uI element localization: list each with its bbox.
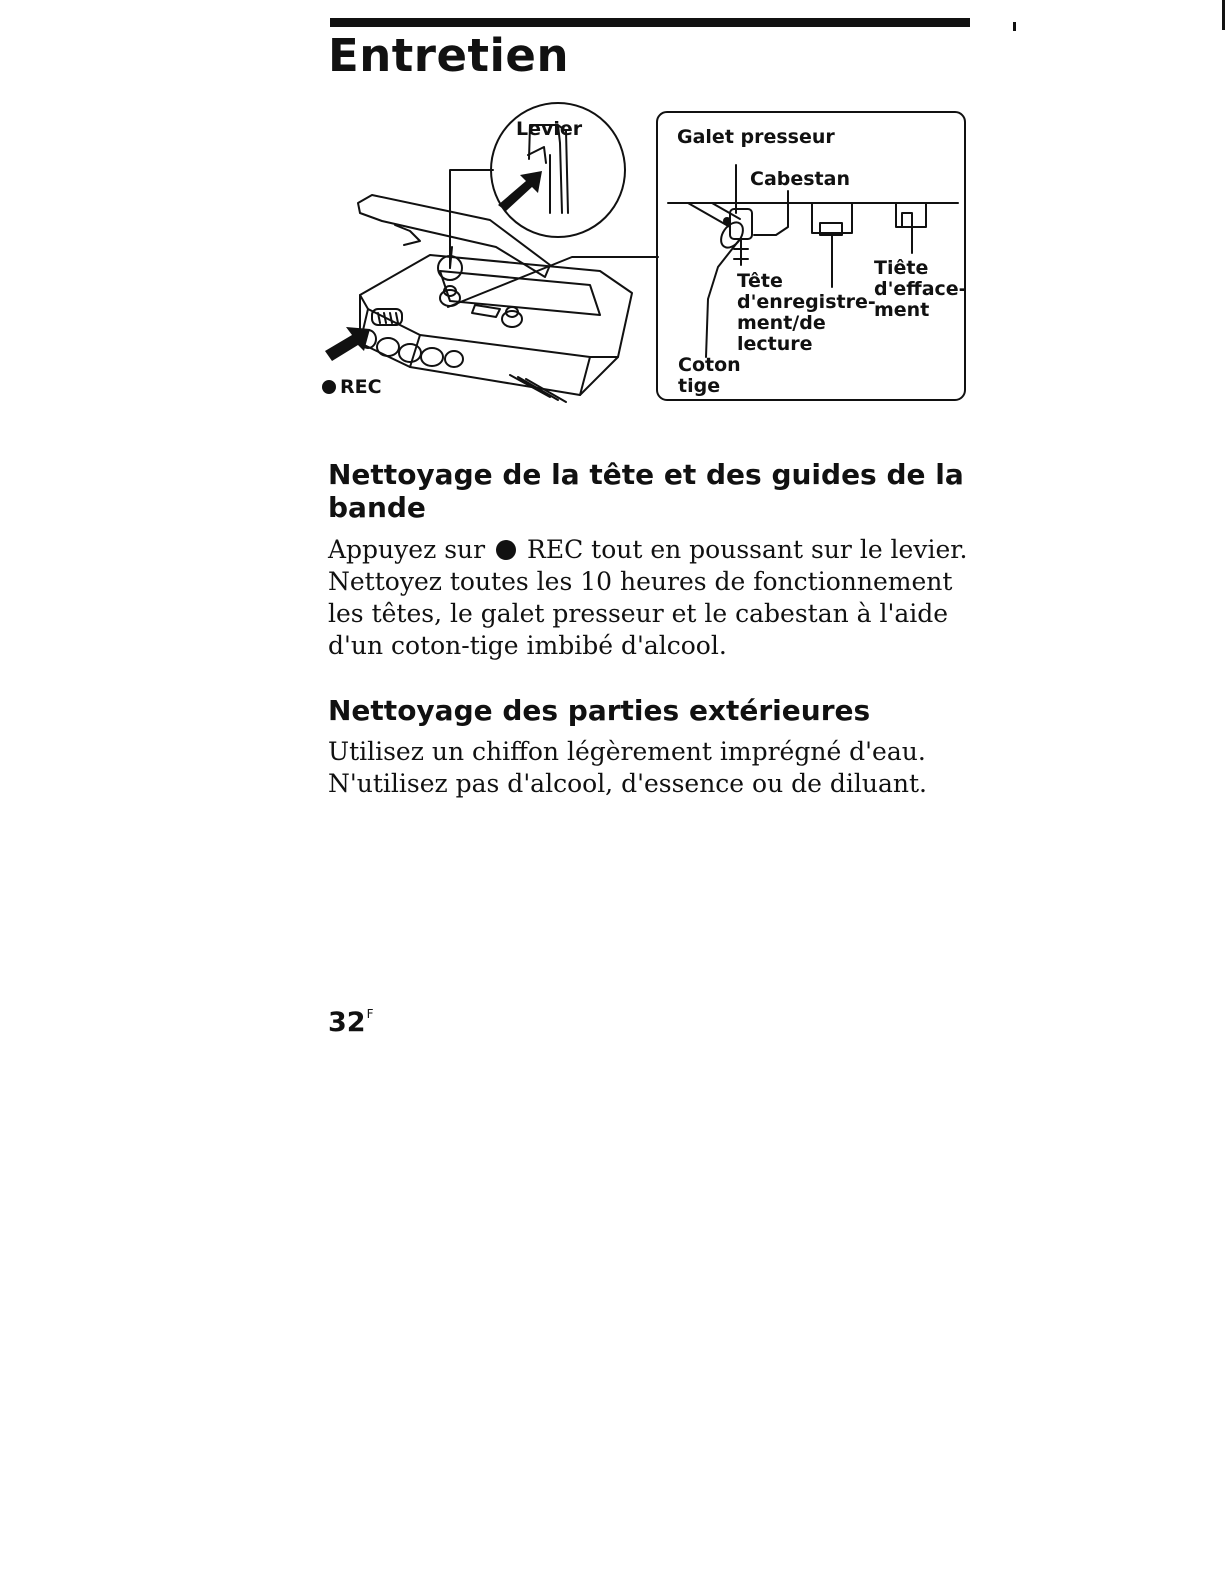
player-lid xyxy=(358,195,550,277)
section-heading-head-cleaning xyxy=(328,458,964,524)
header-rule-mark xyxy=(1013,22,1016,31)
label-cabestan: Cabestan xyxy=(750,168,850,190)
reel-right xyxy=(502,311,522,327)
page-number xyxy=(328,998,373,1039)
label-rec xyxy=(322,377,382,398)
coton-line-1: Coton xyxy=(678,354,741,376)
tete-line-4: lecture xyxy=(737,333,813,355)
cassette-illustration xyxy=(300,95,980,415)
page-number-suffix: F xyxy=(366,1007,374,1021)
coton-line-2: tige xyxy=(678,375,721,397)
page-number-value: 32 xyxy=(328,1007,366,1038)
player-button-2 xyxy=(377,338,399,356)
para1-line-2: Nettoyez toutes les 10 heures de fonctionnement xyxy=(328,567,953,596)
page-title: Entretien xyxy=(328,29,569,82)
effacement-line-3: ment xyxy=(874,299,930,321)
player-button-3 xyxy=(399,344,421,362)
record-playback-head xyxy=(812,203,852,233)
para2-line-1: Utilisez un chiffon légèrement imprégné d'eau. xyxy=(328,737,926,766)
para1-line-1-start: Appuyez sur xyxy=(328,535,486,564)
levier-arrow xyxy=(498,171,542,211)
label-tete-enregistrement xyxy=(737,271,876,355)
para1-line-3: les têtes, le galet presseur et le cabestan à l'aide xyxy=(328,599,949,628)
label-tete-effacement xyxy=(874,258,967,321)
heading-line-2: bande xyxy=(328,491,426,524)
paragraph-exterior-cleaning xyxy=(328,736,927,800)
cleaning-figure xyxy=(300,95,980,415)
label-rec-text: REC xyxy=(340,376,382,398)
label-galet-presseur: Galet presseur xyxy=(677,126,835,148)
section-heading-exterior-cleaning: Nettoyage des parties extérieures xyxy=(328,694,871,727)
label-coton-tige xyxy=(678,355,741,397)
tete-line-2: d'enregistre- xyxy=(737,291,876,313)
tete-line-3: ment/de xyxy=(737,312,826,334)
rec-arrow xyxy=(325,327,370,361)
tete-line-1: Tête xyxy=(737,270,783,292)
player-button-5 xyxy=(445,351,463,367)
para2-line-2: N'utilisez pas d'alcool, d'essence ou de diluant. xyxy=(328,769,927,798)
heading-line-1: Nettoyage de la tête et des guides de la xyxy=(328,458,964,491)
label-levier: Levier xyxy=(516,118,583,140)
para1-line-4: d'un coton-tige imbibé d'alcool. xyxy=(328,631,727,660)
effacement-line-1: Tiête xyxy=(874,257,929,279)
para1-line-1-end: REC tout en poussant sur le levier. xyxy=(527,535,968,564)
player-button-4 xyxy=(421,348,443,366)
rec-dot-icon xyxy=(322,380,336,394)
rec-dot-icon xyxy=(496,540,516,560)
effacement-line-2: d'efface- xyxy=(874,278,967,300)
paragraph-head-cleaning xyxy=(328,534,967,662)
cotton-swab xyxy=(706,239,740,357)
